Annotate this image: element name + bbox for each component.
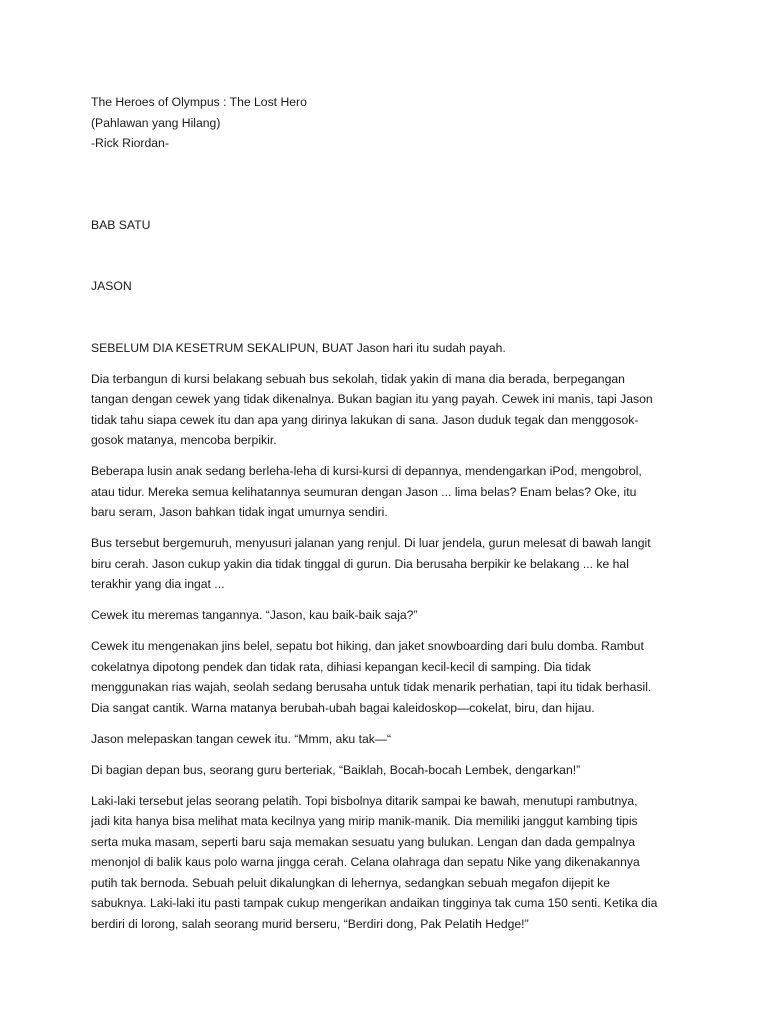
paragraph-line: tidak tahu siapa cewek itu dan apa yang dirinya lakukan di sana. Jason duduk tegak dan menggosok-: [91, 412, 639, 427]
paragraph-line: SEBELUM DIA KESETRUM SEKALIPUN, BUAT Jason hari itu sudah payah.: [91, 340, 506, 355]
paragraph-line: Di bagian depan bus, seorang guru berteriak, “Baiklah, Bocah-bocah Lembek, dengarkan!”: [91, 762, 581, 777]
paragraph-line: Dia sangat cantik. Warna matanya berubah-ubah bagai kaleidoskop—cokelat, biru, dan hijau.: [91, 700, 595, 715]
paragraph-list: [91, 338, 691, 935]
paragraph-line: Laki-laki tersebut jelas seorang pelatih. Topi bisbolnya ditarik sampai ke bawah, menutupi rambutnya,: [91, 793, 638, 808]
paragraph-line: tangan dengan cewek yang tidak dikenalnya. Bukan bagian itu yang payah. Cewek ini manis, tapi Jason: [91, 392, 653, 406]
paragraph-line: menggunakan rias wajah, seolah sedang berusaha untuk tidak menarik perhatian, tapi itu tidak berhasil.: [91, 680, 652, 694]
paragraph: [91, 636, 691, 718]
paragraph-line: Bus tersebut bergemuruh, menyusuri jalanan yang renjul. Di luar jendela, gurun melesat di bawah langit: [91, 536, 651, 550]
paragraph-line: Cewek itu meremas tangannya. “Jason, kau baik-baik saja?”: [91, 608, 418, 622]
paragraph-line: terakhir yang dia ingat ...: [91, 577, 225, 591]
spacer: [91, 154, 691, 215]
book-title: The Heroes of Olympus : The Lost Hero: [91, 95, 307, 109]
paragraph-line: sabuknya. Laki-laki itu pasti tampak cukup mengerikan andaikan tingginya tak cuma 150 senti. Ketika dia: [91, 896, 658, 910]
paragraph-line: berdiri di lorong, salah seorang murid berseru, “Berdiri dong, Pak Pelatih Hedge!”: [91, 916, 529, 931]
paragraph: [91, 461, 691, 523]
paragraph-line: biru cerah. Jason cukup yakin dia tidak tinggal di gurun. Dia berusaha berpikir ke belakang ... ke hal: [91, 556, 629, 571]
paragraph: [91, 369, 691, 451]
paragraph-line: atau tidur. Mereka semua kelihatannya seumuran dengan Jason ... lima belas? Enam belas? Oke, itu: [91, 484, 637, 499]
paragraph: [91, 533, 691, 595]
paragraph: [91, 605, 691, 626]
paragraph-line: jadi kita hanya bisa melihat mata kecilnya yang mirip manik-manik. Dia memiliki janggut kambing tipis: [91, 814, 638, 828]
chapter-name: JASON: [91, 279, 132, 293]
paragraph: [91, 791, 691, 935]
paragraph-line: Beberapa lusin anak sedang berleha-leha di kursi-kursi di depannya, mendengarkan iPod, mengobrol,: [91, 464, 642, 478]
paragraph-line: putih tak bernoda. Sebuah peluit dikalungkan di lehernya, sedangkan sebuah megafon dijepit ke: [91, 875, 611, 890]
paragraph-line: Cewek itu mengenakan jins belel, sepatu bot hiking, dan jaket snowboarding dari bulu domba. Rambut: [91, 639, 644, 653]
paragraph-line: serta muka masam, seperti baru saja memakan sesuatu yang bulukan. Lengan dan dada gempalnya: [91, 834, 636, 849]
paragraph-line: Dia terbangun di kursi belakang sebuah bus sekolah, tidak yakin di mana dia berada, berpegangan: [91, 371, 625, 386]
book-subtitle: (Pahlawan yang Hilang): [91, 115, 221, 130]
paragraph-line: baru seram, Jason bahkan tidak ingat umurnya sendiri.: [91, 505, 388, 519]
spacer: [91, 235, 691, 276]
title-block: [91, 92, 691, 154]
spacer: [91, 297, 691, 338]
paragraph-line: Jason melepaskan tangan cewek itu. “Mmm, aku tak—“: [91, 731, 392, 746]
book-author: -Rick Riordan-: [91, 136, 169, 150]
document-body: [91, 92, 691, 945]
chapter-label: BAB SATU: [91, 217, 151, 232]
paragraph: [91, 729, 691, 750]
paragraph: [91, 338, 691, 359]
paragraph-line: cokelatnya dipotong pendek dan tidak rata, dihiasi kepangan kecil-kecil di samping. Dia tidak: [91, 659, 591, 674]
paragraph-line: gosok matanya, mencoba berpikir.: [91, 433, 277, 447]
paragraph: [91, 760, 691, 781]
paragraph-line: menonjol di balik kaus polo warna jingga cerah. Celana olahraga dan sepatu Nike yang dikenakannya: [91, 855, 640, 869]
